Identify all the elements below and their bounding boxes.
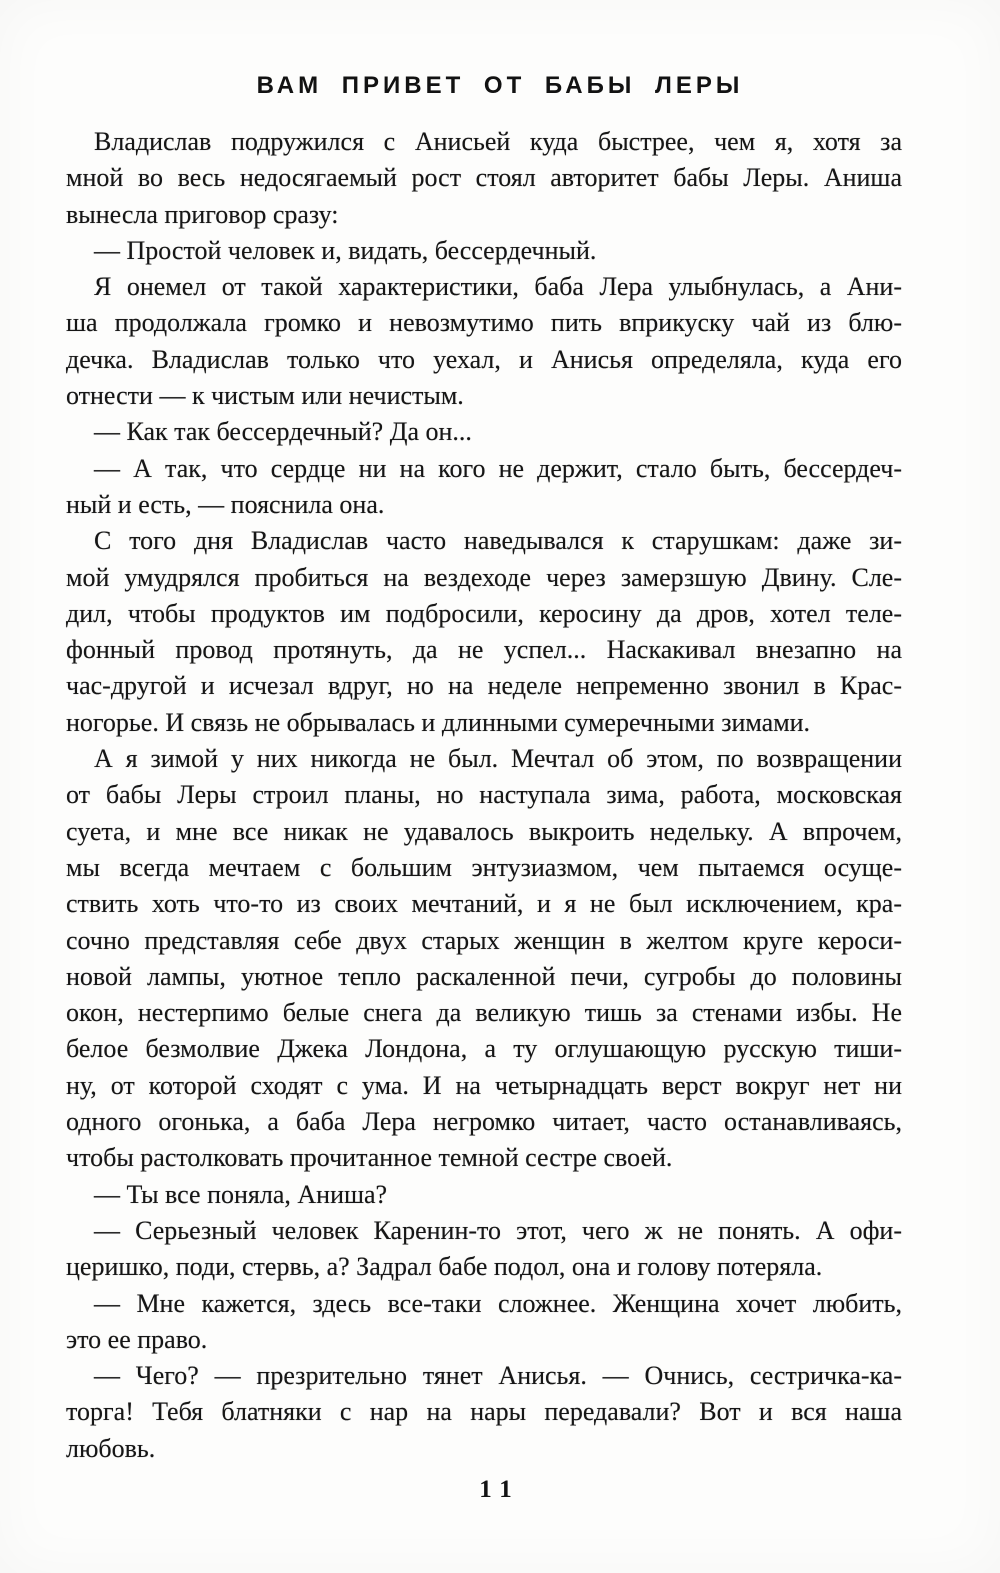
paragraph [66,1286,902,1359]
text-line: ствить хоть что-то из своих мечтаний, и я не был исключением, кра- [66,889,902,919]
text-line: А я зимой у них никогда не был. Мечтал об этом, по возвращении [94,744,902,774]
text-line: суета, и мне все никак не удавалось выкроить недельку. А впрочем, [66,816,902,846]
text-line: мы всегда мечтаем с большим энтузиазмом, чем пытаемся осуще- [66,852,902,882]
text-line: час-другой и исчезал вдруг, но на неделе непременно звонил в Крас- [66,671,902,701]
text-line: торга! Тебя блатняки с нар на нары передавали? Вот и вся наша [66,1397,902,1427]
text-line: окон, нестерпимо белые снега да великую тишь за стенами избы. Не [66,998,902,1028]
text-line: — Чего? — презрительно тянет Анисья. — Очнись, сестричка-ка- [94,1361,902,1391]
text-line: новой лампы, уютное тепло раскаленной печи, сугробы до половины [66,961,902,991]
text-line: ну, от которой сходят с ума. И на четырнадцать верст вокруг нет ни [66,1070,902,1100]
paragraph [66,124,902,233]
text-line: чтобы растолковать прочитанное темной сестре своей. [66,1143,673,1173]
text-line: мной во весь недосягаемый рост стоял авторитет бабы Леры. Аниша [66,163,902,193]
text-line: это ее право. [66,1324,208,1354]
text-line: любовь. [66,1433,156,1463]
text-line: — Серьезный человек Каренин-то этот, чего ж не понять. А офи- [94,1215,902,1245]
text-line: — А так, что сердце ни на кого не держит, стало быть, бессердеч- [94,453,902,483]
text-line: — Как так бессердечный? Да он... [94,417,472,447]
paragraph [66,233,902,269]
text-line: сочно представляя себе двух старых женщин в желтом круге кероси- [66,925,902,955]
text-line: дечка. Владислав только что уехал, и Анисья определяла, куда его [66,344,902,374]
text-line: Владислав подружился с Анисьей куда быстрее, чем я, хотя за [94,127,902,156]
body-text [66,124,902,1467]
text-line: С того дня Владислав часто наведывался к старушкам: даже зи- [94,526,902,556]
text-line: дил, чтобы продуктов им подбросили, керосину да дров, хотел теле- [66,598,902,628]
paragraph [66,269,902,414]
text-line: мой умудрялся пробиться на вездеходе через замерзшую Двину. Сле- [66,562,902,592]
page-number: 11 [479,1476,521,1503]
paragraph [66,523,902,741]
paragraph [66,451,902,524]
text-line: — Простой человек и, видать, бессердечный. [94,235,597,265]
text-line: ный и есть, — пояснила она. [66,489,385,519]
text-line: ша продолжала громко и невозмутимо пить вприкуску чай из блю- [66,308,902,338]
paragraph [66,1177,902,1213]
text-line: белое безмолвие Джека Лондона, а ту оглушающую русскую тиши- [66,1034,902,1064]
text-line: отнести — к чистым или нечистым. [66,381,464,411]
text-line: — Ты все поняла, Аниша? [94,1179,388,1209]
text-line: церишко, поди, стервь, а? Задрал бабе подол, она и голову потеряла. [66,1252,823,1282]
text-line: одного огонька, а баба Лера негромко читает, часто останавливаясь, [66,1107,902,1137]
chapter-title: ВАМ ПРИВЕТ ОТ БАБЫ ЛЕРЫ [256,72,744,99]
text-line: Я онемел от такой характеристики, баба Лера улыбнулась, а Ани- [94,272,902,302]
text-line: — Мне кажется, здесь все-таки сложнее. Женщина хочет любить, [94,1288,902,1318]
paragraph [66,1213,902,1286]
text-line: фонный провод протянуть, да не успел... Наскакивал внезапно на [66,635,902,665]
paragraph [66,414,902,450]
text-line: ногорье. И связь не обрывалась и длинными сумеречными зимами. [66,707,811,737]
text-line: вынесла приговор сразу: [66,199,339,229]
paragraph [66,741,902,1177]
text-line: от бабы Леры строил планы, но наступала зима, работа, московская [66,780,902,810]
paragraph [66,1358,902,1467]
